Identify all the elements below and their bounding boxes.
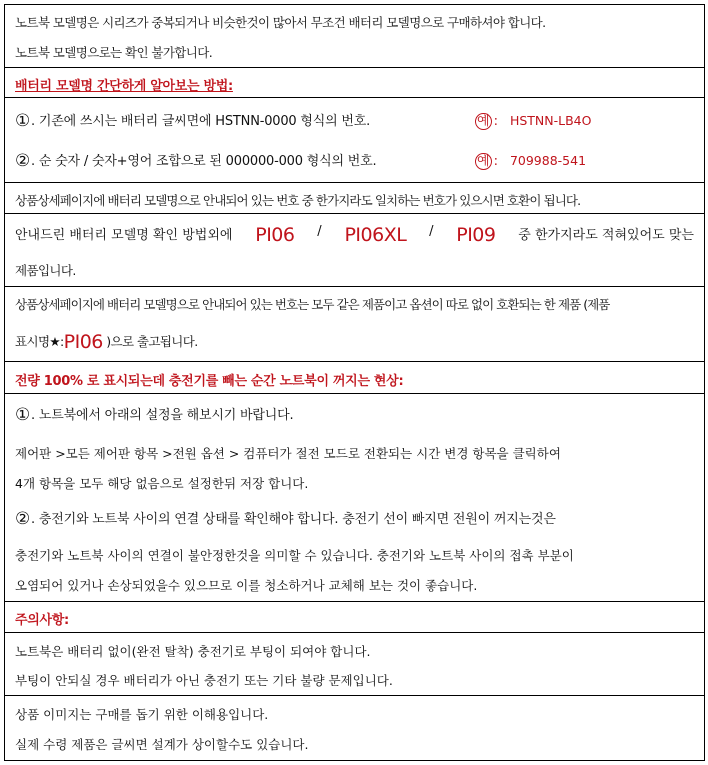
- method-1-text: . 기존에 쓰시는 배터리 글씨면에 HSTNN-0000 형식의 번호.: [31, 114, 371, 129]
- intro-row: [5, 5, 704, 68]
- step-2-line-2: 충전기와 노트북 사이의 연결이 불안정한것을 의미할 수 있습니다. 충전기와 노트북 사이의 접촉 부분이: [15, 548, 574, 563]
- model-pi06xl: PI06XL: [344, 224, 407, 246]
- step-2: ②. 충전기와 노트북 사이의 연결 상태를 확인해야 합니다. 충전기 선이 빠지면 전원이 꺼지는것은: [15, 509, 556, 529]
- example-badge-icon: 예: [477, 154, 490, 169]
- caution-line-1: 노트북은 배터리 없이(완전 탈착) 충전기로 부팅이 되여야 합니다.: [15, 644, 371, 659]
- step-1: ①. 노트북에서 아래의 설정을 해보시기 바랍니다.: [15, 405, 294, 425]
- circled-two-icon: ②: [15, 151, 31, 171]
- example-badge-icon: 예: [477, 114, 490, 129]
- issue-steps-row: [5, 394, 704, 602]
- intro-line-1: 노트북 모델명은 시리즈가 중복되거나 비슷한것이 많아서 무조건 배터리 모델명으로 구매하셔야 합니다.: [15, 15, 546, 30]
- caution-header: 주의사항:: [15, 613, 69, 628]
- image-note-line-2: 실제 수령 제품은 글씨면 설계가 상이할수도 있습니다.: [15, 737, 309, 752]
- shipping-model: PI06: [63, 331, 103, 353]
- circled-one-icon: ①: [15, 405, 31, 425]
- method-1: [15, 110, 694, 131]
- method-1-example: 예 : HSTNN-LB4O: [477, 113, 592, 129]
- alt-models-suffix: 중 한가지라도 적혀있어도 맞는: [518, 228, 694, 243]
- shipping-row: [5, 287, 704, 362]
- alt-models-line-2: 제품입니다.: [15, 263, 76, 278]
- issue-header-row: [5, 362, 704, 394]
- alt-models-prefix: 안내드린 배터리 모델명 확인 방법외에: [15, 228, 233, 243]
- alt-models-row: [5, 214, 704, 287]
- method-header-row: [5, 68, 704, 98]
- model-pi09: PI09: [456, 224, 496, 246]
- method-2-example: 예 : 709988-541: [477, 153, 587, 169]
- issue-header: 전량 100% 로 표시되는데 충전기를 빼는 순간 노트북이 꺼지는 현상:: [15, 374, 404, 389]
- model-pi06: PI06: [255, 224, 295, 246]
- info-table: [4, 4, 705, 761]
- compat-note: 상품상세페이지에 배터리 모델명으로 안내되어 있는 번호 중 한가지라도 일치하는 번호가 있으시면 호환이 됩니다.: [15, 193, 581, 208]
- alt-models-line: 안내드린 배터리 모델명 확인 방법외에 PI06 / PI06XL / PI09 중 한가지라도 적혀있어도 맞는: [15, 224, 694, 246]
- caution-header-row: [5, 602, 704, 633]
- example-value: HSTNN-LB4O: [509, 113, 592, 128]
- methods-row: [5, 98, 704, 183]
- image-note-line-1: 상품 이미지는 구매를 돕기 위한 이해용입니다.: [15, 707, 269, 722]
- circled-one-icon: ①: [15, 111, 31, 131]
- shipping-line-2: 표시명★:PI06 )으로 출고됩니다.: [15, 331, 198, 353]
- method-2-text: . 순 숫자 / 숫자+영어 조합으로 된 000000-000 형식의 번호.: [31, 154, 377, 169]
- circled-two-icon: ②: [15, 509, 31, 529]
- caution-line-2: 부팅이 안되실 경우 배터리가 아닌 충전기 또는 기타 불량 문제입니다.: [15, 673, 393, 688]
- image-note-row: [5, 696, 704, 761]
- intro-line-2: 노트북 모델명으로는 확인 불가합니다.: [15, 45, 213, 60]
- example-value: 709988-541: [509, 153, 587, 168]
- caution-row: [5, 633, 704, 696]
- step-1-path: 제어판 >모든 제어판 항목 >전원 옵션 > 컴퓨터가 절전 모드로 전환되는 시간 변경 항목을 클릭하여: [15, 446, 561, 461]
- compat-note-row: [5, 183, 704, 214]
- step-2-line-3: 오염되어 있거나 손상되었을수 있으므로 이를 청소하거나 교체해 보는 것이 좋습니다.: [15, 578, 478, 593]
- method-header: 배터리 모델명 간단하게 알아보는 방법:: [15, 79, 233, 94]
- step-1-action: 4개 항목을 모두 해당 없음으로 설정한뒤 저장 합니다.: [15, 476, 309, 491]
- method-2: [15, 150, 694, 171]
- shipping-line-1: 상품상세페이지에 배터리 모델명으로 안내되어 있는 번호는 모두 같은 제품이고 옵션이 따로 없이 호환되는 한 제품 (제품: [15, 297, 610, 312]
